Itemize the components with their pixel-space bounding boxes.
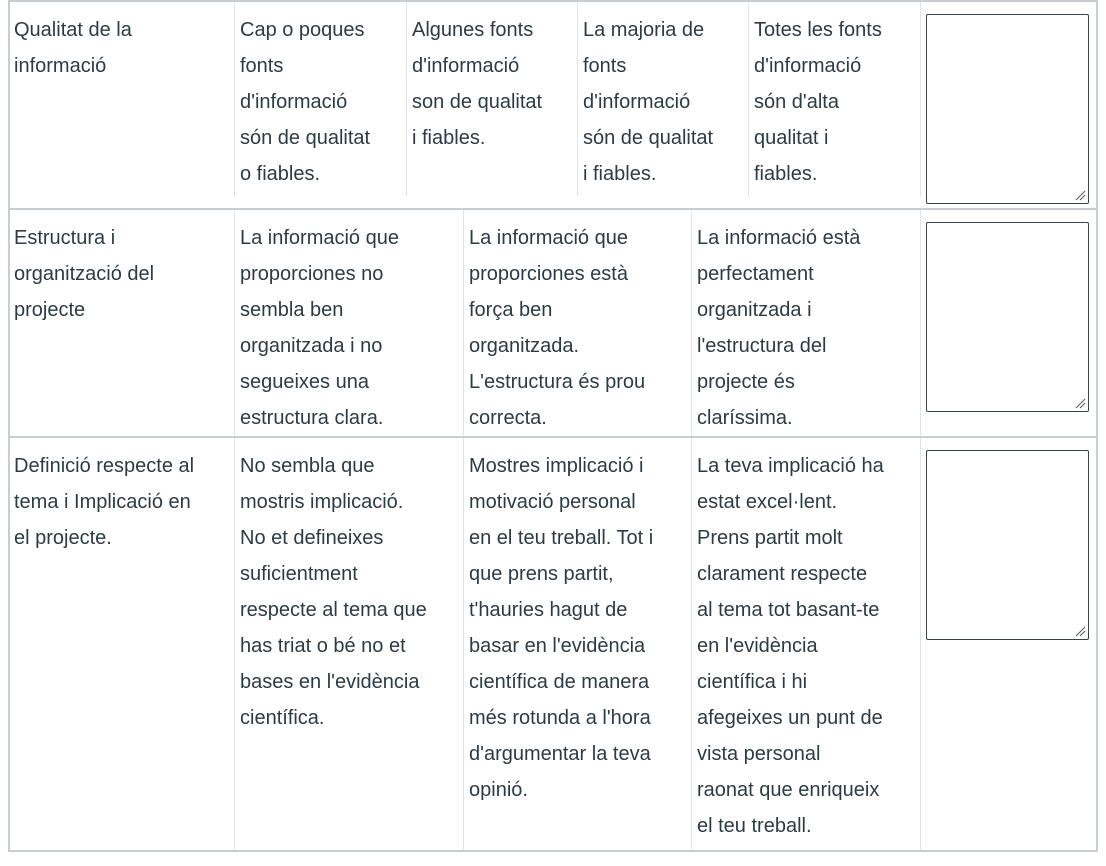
rubric-row-quality [8, 0, 1098, 210]
rating-cell[interactable]: La teva implicació ha estat excel·lent. Prens partit molt clarament respecte al tema tot basant-te en l'evidència científica i hi afegeixes un punt de vista personal raonat que enriqueix el teu treball. [697, 455, 884, 837]
rating-cell[interactable]: Algunes fonts d'informació son de qualitat i fiables. [412, 19, 543, 149]
rubric-row-structure [8, 210, 1098, 438]
rating-cell[interactable]: No sembla que mostris implicació. No et defineixes suficientment respecte al tema que has triat o bé no et bases en l'evidència científica. [240, 455, 427, 729]
resize-grip-icon[interactable] [1074, 189, 1086, 201]
rating-cell[interactable]: La informació està perfectament organitzada i l'estructura del projecte és claríssima. [697, 227, 861, 429]
criterion-label: Definició respecte al tema i Implicació en el projecte. [14, 455, 195, 549]
resize-grip-icon[interactable] [1074, 625, 1086, 637]
rubric-row-definition [8, 438, 1098, 852]
criterion-label: Estructura i organització del projecte [14, 227, 155, 321]
score-input[interactable] [926, 14, 1089, 204]
rating-cell[interactable]: Totes les fonts d'informació són d'alta qualitat i fiables. [754, 19, 882, 185]
score-input[interactable] [926, 450, 1089, 640]
criterion-label: Qualitat de la informació [14, 19, 132, 77]
resize-grip-icon[interactable] [1074, 397, 1086, 409]
rating-cell[interactable]: Mostres implicació i motivació personal en el teu treball. Tot i que prens partit, t'hauries hagut de basar en l'evidència científica de manera més rotunda a l'hora d'argumentar la teva opinió. [469, 455, 654, 801]
score-input[interactable] [926, 222, 1089, 412]
rating-cell[interactable]: Cap o poques fonts d'informació són de qualitat o fiables. [240, 19, 371, 185]
rating-cell[interactable]: La informació que proporciones no sembla ben organitzada i no segueixes una estructura clara. [240, 227, 399, 429]
rubric-table [8, 0, 1098, 852]
rating-cell[interactable]: La informació que proporciones està força ben organitzada. L'estructura és prou correcta. [469, 227, 646, 429]
rating-cell[interactable]: La majoria de fonts d'informació són de qualitat i fiables. [583, 19, 714, 185]
